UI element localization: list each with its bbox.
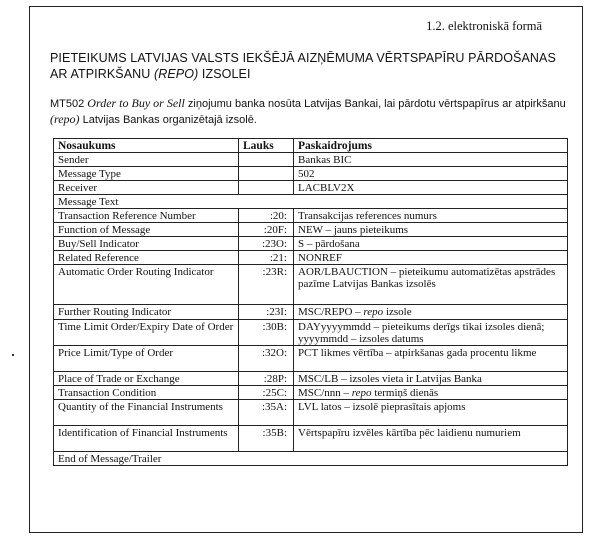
description-repo: repo <box>363 306 384 318</box>
field-tag: :20F: <box>239 223 294 237</box>
title-part: IZSOLEI <box>198 67 251 81</box>
field-name: Related Reference <box>54 251 239 265</box>
field-description: NONREF <box>294 251 568 265</box>
table-row <box>54 167 568 181</box>
form-label: 1.2. elektroniskā formā <box>426 19 542 33</box>
field-tag: :35B: <box>239 426 294 452</box>
field-description: Bankas BIC <box>294 153 568 167</box>
field-name: Identification of Financial Instruments <box>54 426 239 452</box>
title-repo: (REPO) <box>153 67 199 81</box>
field-description: DAYyyyymmdd – pieteikums derīgs tikai izsoles dienā; yyyymmdd – izsoles datums <box>294 320 568 346</box>
table-row <box>54 237 568 251</box>
table-row <box>54 386 568 400</box>
field-tag: :20: <box>239 209 294 223</box>
intro-text: Latvijas Bankas organizētajā izsolē. <box>79 113 257 126</box>
table-row <box>54 452 568 466</box>
intro-code-name: Order to Buy or Sell <box>87 96 185 110</box>
table-row <box>54 372 568 386</box>
field-name: Receiver <box>54 181 239 195</box>
field-description: NEW – jauns pieteikums <box>294 223 568 237</box>
field-tag <box>239 181 294 195</box>
field-name: Place of Trade or Exchange <box>54 372 239 386</box>
intro-repo: (repo) <box>50 111 80 126</box>
field-tag: :21: <box>239 251 294 265</box>
field-name: Function of Message <box>54 223 239 237</box>
field-tag <box>239 153 294 167</box>
field-tag: :23I: <box>239 305 294 320</box>
scan-speck <box>12 354 14 356</box>
field-description: 502 <box>294 167 568 181</box>
field-description: AOR/LBAUCTION – pieteikumu automatizētas apstrādes pazīme Latvijas Bankas izsolēs <box>294 265 568 305</box>
field-description: Transakcijas references numurs <box>294 209 568 223</box>
table-row <box>54 195 568 209</box>
table-row <box>54 251 568 265</box>
field-description: S – pārdošana <box>294 237 568 251</box>
table-row <box>54 265 568 305</box>
field-tag: :23O: <box>239 237 294 251</box>
field-name: Sender <box>54 153 239 167</box>
table-row <box>54 181 568 195</box>
field-description: LACBLV2X <box>294 181 568 195</box>
intro-code: MT502 <box>50 98 88 110</box>
intro-text: ziņojumu banka nosūta Latvijas Bankai, lai pārdotu vērtspapīrus ar atpirkšanu <box>184 98 566 110</box>
field-name: Message Type <box>54 167 239 181</box>
field-description <box>294 305 568 320</box>
header-name: Nosaukums <box>54 139 239 153</box>
field-name: Automatic Order Routing Indicator <box>54 265 239 305</box>
field-description <box>294 386 568 400</box>
field-tag <box>239 167 294 181</box>
table-row <box>54 346 568 372</box>
table-row <box>54 209 568 223</box>
description-part: MSC/REPO – <box>298 306 364 318</box>
field-tag: :35A: <box>239 400 294 426</box>
intro-paragraph <box>50 96 570 127</box>
header-description: Paskaidrojums <box>294 139 568 153</box>
field-tag: :23R: <box>239 265 294 305</box>
field-description: Vērtspapīru izvēles kārtība pēc laidienu numuriem <box>294 426 568 452</box>
field-tag: :28P: <box>239 372 294 386</box>
field-name: Message Text <box>54 195 568 209</box>
field-description: LVL latos – izsolē pieprasītais apjoms <box>294 400 568 426</box>
field-name: Time Limit Order/Expiry Date of Order <box>54 320 239 346</box>
field-tag: :30B: <box>239 320 294 346</box>
table-row <box>54 153 568 167</box>
field-description: PCT likmes vērtība – atpirkšanas gada procentu likme <box>294 346 568 372</box>
field-name: Quantity of the Financial Instruments <box>54 400 239 426</box>
field-tag: :25C: <box>239 386 294 400</box>
description-part: MSC/nnn – <box>298 387 352 399</box>
field-name: Transaction Condition <box>54 386 239 400</box>
table-header-row <box>54 139 568 153</box>
field-name: Buy/Sell Indicator <box>54 237 239 251</box>
description-part: izsole <box>383 306 412 318</box>
document-title <box>50 50 570 82</box>
field-name: Further Routing Indicator <box>54 305 239 320</box>
field-name: Transaction Reference Number <box>54 209 239 223</box>
field-name: Price Limit/Type of Order <box>54 346 239 372</box>
table-row <box>54 426 568 452</box>
description-repo: repo <box>351 387 372 399</box>
field-name: End of Message/Trailer <box>54 452 568 466</box>
field-description: MSC/LB – izsoles vieta ir Latvijas Banka <box>294 372 568 386</box>
description-part: termiņš dienās <box>371 387 439 399</box>
table-row <box>54 400 568 426</box>
message-fields-table <box>53 138 568 466</box>
table-row <box>54 320 568 346</box>
table-row <box>54 223 568 237</box>
title-part: PIETEIKUMS LATVIJAS VALSTS IEKŠĒJĀ AIZŅĒMUMA VĒRTSPAPĪRU PĀRDOŠANAS AR ATPIRKŠANU <box>50 51 556 81</box>
header-field: Lauks <box>239 139 294 153</box>
field-tag: :32O: <box>239 346 294 372</box>
table-row <box>54 305 568 320</box>
